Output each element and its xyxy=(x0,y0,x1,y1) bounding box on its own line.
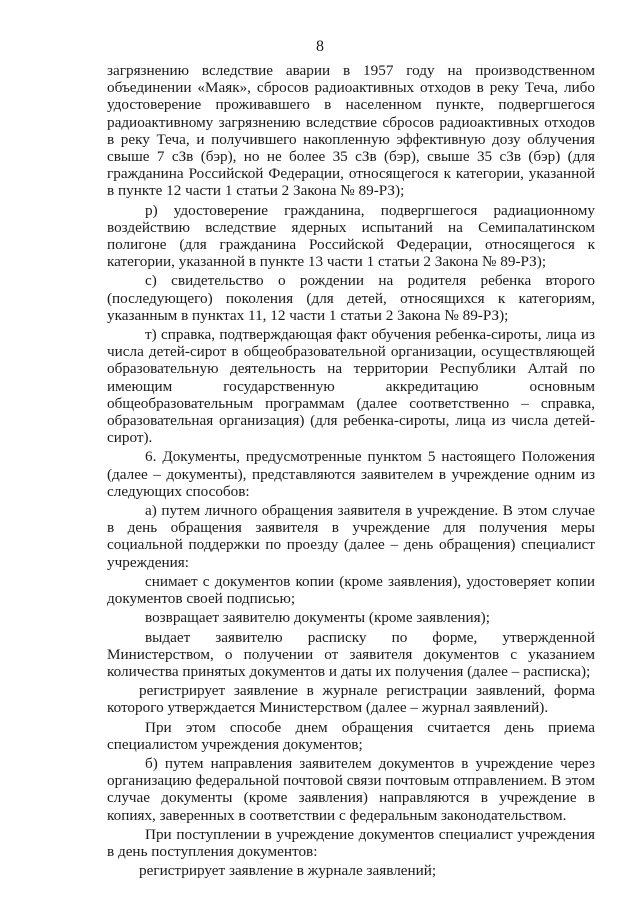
document-body xyxy=(107,62,595,881)
paragraph: а) путем личного обращения заявителя в учреждение. В этом случае в день обращения заявителя в учреждение для получения меры социальной поддержки по проезду (далее – день обращения) специалист учреждения: xyxy=(107,502,595,571)
paragraph: возвращает заявителю документы (кроме заявления); xyxy=(145,609,490,627)
paragraph: с) свидетельство о рождении на родителя ребенка второго (последующего) поколения (для детей, относящихся к категориям, указанным в пунктах 11, 12 части 1 статьи 2 Закона № 89-РЗ); xyxy=(107,272,595,324)
paragraph: загрязнению вследствие аварии в 1957 году на производственном объединении «Маяк», сбросов радиоактивных отходов в реку Теча, либо удостоверение проживавшего в населенном пункте, подвергшегося радиоактивному загрязнению вследствие сбросов радиоактивных отходов в реку Теча, и получившего накопленную эффективную дозу облучения свыше 7 сЗв (бэр), но не более 35 сЗв (бэр), свыше 35 сЗв (бэр) (для гражданина Российской Федерации, относящегося к категории, указанной в пункте 12 части 1 статьи 2 Закона № 89-РЗ); xyxy=(107,62,595,200)
paragraph: регистрирует заявление в журнале регистрации заявлений, форма которого утверждается Министерством (далее – журнал заявлений). xyxy=(107,682,595,717)
paragraph: 6. Документы, предусмотренные пунктом 5 настоящего Положения (далее – документы), представляются заявителем в учреждение одним из следующих способов: xyxy=(107,448,595,500)
paragraph: р) удостоверение гражданина, подвергшегося радиационному воздействию вследствие ядерных испытаний на Семипалатинском полигоне (для гражданина Российской Федерации, относящегося к категории, указанной в пункте 13 части 1 статьи 2 Закона № 89-РЗ); xyxy=(107,201,595,271)
paragraph: снимает с документов копии (кроме заявления), удостоверяет копии документов своей подписью; xyxy=(107,572,595,608)
page-number: 8 xyxy=(316,38,324,55)
paragraph: т) справка, подтверждающая факт обучения ребенка-сироты, лица из числа детей-сирот в общеобразовательной организации, осуществляющей образовательную деятельность на территории Республики Алтай по имеющим государственную аккредитацию основным общеобразовательным программам (далее соответственно – справка, образовательная организация) (для ребенка-сироты, лица из числа детей-сирот). xyxy=(107,326,595,447)
paragraph: При поступлении в учреждение документов специалист учреждения в день поступления документов: xyxy=(107,825,595,860)
paragraph: выдает заявителю расписку по форме, утвержденной Министерством, о получении от заявителя документов с указанием количества принятых документов и даты их получения (далее – расписка); xyxy=(107,628,595,680)
paragraph: б) путем направления заявителем документов в учреждение через организацию федеральной почтовой связи почтовым отправлением. В этом случае документы (кроме заявления) направляются в учреждение в копиях, заверенных в соответствии с федеральным законодательством. xyxy=(107,754,595,824)
paragraph: регистрирует заявление в журнале заявлений; xyxy=(139,862,437,880)
paragraph: При этом способе днем обращения считается день приема специалистом учреждения документов; xyxy=(107,718,595,753)
